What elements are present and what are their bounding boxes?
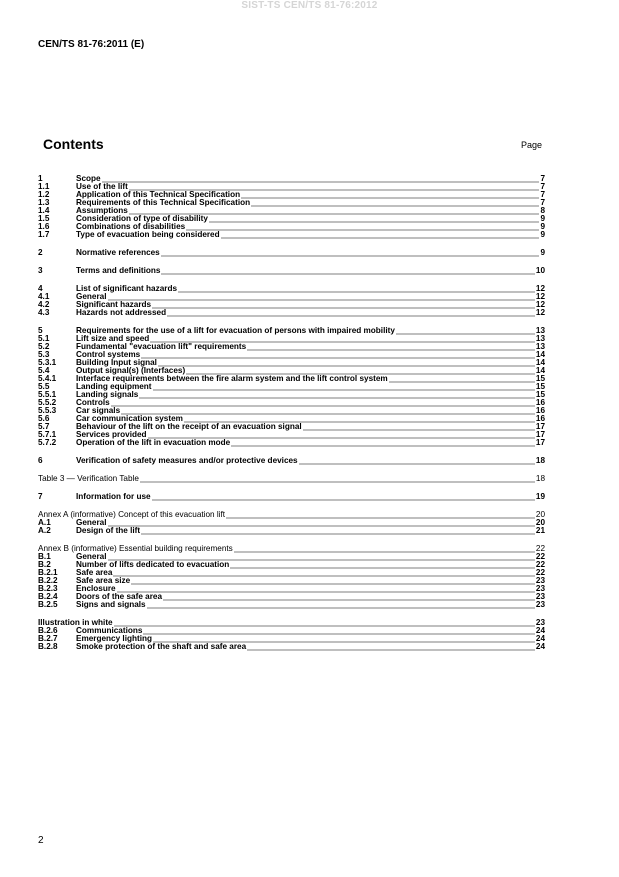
dot-leader <box>158 360 535 367</box>
toc-entry[interactable] <box>38 367 545 375</box>
toc-page: 18 <box>535 457 545 465</box>
toc-number: A.1 <box>38 519 51 527</box>
toc-number: 5.2 <box>38 343 50 351</box>
toc-number: 3 <box>38 267 43 275</box>
dot-leader <box>111 400 535 407</box>
toc-page: 16 <box>535 399 545 407</box>
toc-entry[interactable] <box>38 519 545 527</box>
toc-title: Illustration in white <box>38 619 113 627</box>
toc-title: Services provided <box>76 431 147 439</box>
toc-title: Safe area <box>76 569 113 577</box>
toc-title: Consideration of type of disability <box>76 215 208 223</box>
toc-title: Significant hazards <box>76 301 152 309</box>
dot-leader <box>148 432 535 439</box>
toc-number: 1.4 <box>38 207 50 215</box>
toc-entry[interactable] <box>38 527 545 535</box>
dot-leader <box>230 562 535 569</box>
toc-number: B.2.1 <box>38 569 58 577</box>
toc-number: 1.2 <box>38 191 50 199</box>
dot-leader <box>186 368 535 375</box>
dot-leader <box>129 208 540 215</box>
toc-title: Control systems <box>76 351 141 359</box>
toc-number: A.2 <box>38 527 51 535</box>
toc-page: 22 <box>535 553 545 561</box>
toc-entry[interactable] <box>38 301 545 309</box>
toc-entry[interactable] <box>38 223 545 231</box>
toc-title: Building Input signal <box>76 359 157 367</box>
toc-entry[interactable] <box>38 415 545 423</box>
toc-entry[interactable] <box>38 199 545 207</box>
toc-page: 24 <box>535 627 545 635</box>
dot-leader <box>184 416 535 423</box>
toc-page: 22 <box>535 545 545 553</box>
toc-number: B.2.5 <box>38 601 58 609</box>
toc-entry[interactable] <box>38 327 545 335</box>
toc-title: Car communication system <box>76 415 183 423</box>
toc-number: 5.7 <box>38 423 50 431</box>
toc-entry[interactable] <box>38 383 545 391</box>
toc-page: 24 <box>535 643 545 651</box>
toc-title: Number of lifts dedicated to evacuation <box>76 561 230 569</box>
toc-page: 22 <box>535 561 545 569</box>
toc-page: 9 <box>540 215 545 223</box>
toc-page: 7 <box>540 191 545 199</box>
toc-entry[interactable] <box>38 635 545 643</box>
toc-title: Interface requirements between the fire alarm system and the lift control system <box>76 375 388 383</box>
dot-leader <box>251 200 539 207</box>
toc-title: Output signal(s) (Interfaces) <box>76 367 186 375</box>
dot-leader <box>131 578 535 585</box>
toc-number: 1 <box>38 175 43 183</box>
toc-entry-annex[interactable] <box>38 545 545 553</box>
toc-title: Behaviour of the lift on the receipt of an evacuation signal <box>76 423 302 431</box>
toc-page: 15 <box>535 375 545 383</box>
dot-leader <box>129 184 540 191</box>
toc-page: 13 <box>535 335 545 343</box>
toc-entry[interactable] <box>38 457 545 465</box>
toc-title: General <box>76 519 107 527</box>
toc-page: 12 <box>535 301 545 309</box>
toc-title: Enclosure <box>76 585 116 593</box>
toc-entry-annex[interactable] <box>38 511 545 519</box>
toc-title: Emergency lighting <box>76 635 152 643</box>
dot-leader <box>153 636 535 643</box>
toc-page: 17 <box>535 439 545 447</box>
toc-number: 5.3.1 <box>38 359 57 367</box>
toc-entry[interactable] <box>38 375 545 383</box>
toc-title: Annex B (informative) Essential building requirements <box>38 545 233 553</box>
toc-page: 14 <box>535 367 545 375</box>
toc-entry[interactable] <box>38 231 545 239</box>
toc-entry[interactable] <box>38 423 545 431</box>
toc-entry[interactable] <box>38 207 545 215</box>
toc-page: 12 <box>535 293 545 301</box>
toc-title: Landing equipment <box>76 383 152 391</box>
toc-entry[interactable] <box>38 431 545 439</box>
toc-number: B.2.4 <box>38 593 58 601</box>
toc-title: General <box>76 553 107 561</box>
dot-leader <box>161 268 534 275</box>
toc-number: 1.3 <box>38 199 50 207</box>
toc-title: Doors of the safe area <box>76 593 162 601</box>
dot-leader <box>121 408 535 415</box>
toc-title: Lift size and speed <box>76 335 150 343</box>
toc-number: B.2.3 <box>38 585 58 593</box>
toc-number: 4 <box>38 285 43 293</box>
dot-leader <box>114 620 535 627</box>
dot-leader <box>102 176 540 183</box>
toc-page: 18 <box>535 475 545 483</box>
toc-page: 14 <box>535 351 545 359</box>
toc-entry[interactable] <box>38 359 545 367</box>
toc-page: 7 <box>540 175 545 183</box>
dot-leader <box>113 570 534 577</box>
toc-page: 7 <box>540 199 545 207</box>
toc-number: 5.7.2 <box>38 439 57 447</box>
toc-number: 7 <box>38 493 43 501</box>
toc-title: Hazards not addressed <box>76 309 167 317</box>
dot-leader <box>147 602 535 609</box>
toc-page: 10 <box>535 267 545 275</box>
toc-title: Design of the lift <box>76 527 141 535</box>
toc-page: 24 <box>535 635 545 643</box>
toc-page: 14 <box>535 359 545 367</box>
toc-number: 4.1 <box>38 293 50 301</box>
toc-entry[interactable] <box>38 553 545 561</box>
toc-number: 1.7 <box>38 231 50 239</box>
dot-leader <box>140 476 535 483</box>
toc-number: 2 <box>38 249 43 257</box>
toc-number: 5.4 <box>38 367 50 375</box>
toc-page: 13 <box>535 327 545 335</box>
toc-title: Scope <box>76 175 101 183</box>
toc-number: 5.1 <box>38 335 50 343</box>
toc-entry[interactable] <box>38 399 545 407</box>
toc-number: 1.6 <box>38 223 50 231</box>
toc-page: 17 <box>535 431 545 439</box>
toc-page: 22 <box>535 569 545 577</box>
dot-leader <box>152 302 535 309</box>
dot-leader <box>186 224 539 231</box>
toc-title: Verification of safety measures and/or protective devices <box>76 457 298 465</box>
dot-leader <box>209 216 540 223</box>
dot-leader <box>396 328 535 335</box>
dot-leader <box>231 440 535 447</box>
toc-page: 20 <box>535 511 545 519</box>
toc-title: Normative references <box>76 249 160 257</box>
toc-page: 23 <box>535 601 545 609</box>
toc-entry[interactable] <box>38 351 545 359</box>
toc-entry[interactable] <box>38 585 545 593</box>
dot-leader <box>153 384 535 391</box>
toc-page: 13 <box>535 343 545 351</box>
toc-title: Landing signals <box>76 391 139 399</box>
toc-number: 5.6 <box>38 415 50 423</box>
dot-leader <box>139 392 535 399</box>
toc-number: 5.5.1 <box>38 391 57 399</box>
toc-entry[interactable] <box>38 293 545 301</box>
dot-leader <box>178 286 535 293</box>
toc-number: B.1 <box>38 553 51 561</box>
toc-entry[interactable] <box>38 493 545 501</box>
toc-page: 16 <box>535 415 545 423</box>
toc-entry[interactable] <box>38 175 545 183</box>
dot-leader <box>221 232 540 239</box>
toc-page: 23 <box>535 585 545 593</box>
toc-title: Requirements for the use of a lift for evacuation of persons with impaired mobility <box>76 327 395 335</box>
dot-leader <box>141 352 535 359</box>
toc-entry[interactable] <box>38 309 545 317</box>
toc-number: 5.5.3 <box>38 407 57 415</box>
page-column-label: Page <box>521 140 543 150</box>
toc-entry[interactable] <box>38 249 545 257</box>
toc-title: Smoke protection of the shaft and safe area <box>76 643 247 651</box>
toc-entry[interactable] <box>38 627 545 635</box>
toc-title: Information for use <box>76 493 151 501</box>
dot-leader <box>143 628 534 635</box>
toc-page: 17 <box>535 423 545 431</box>
toc-number: 5.5 <box>38 383 50 391</box>
dot-leader <box>389 376 535 383</box>
dot-leader <box>117 586 535 593</box>
toc-entry[interactable] <box>38 439 545 447</box>
dot-leader <box>167 310 535 317</box>
toc-title: Safe area size <box>76 577 131 585</box>
toc-title: Use of the lift <box>76 183 128 191</box>
toc-entry[interactable] <box>38 285 545 293</box>
toc-entry[interactable] <box>38 391 545 399</box>
dot-leader <box>163 594 535 601</box>
dot-leader <box>150 336 535 343</box>
toc-number: 5.4.1 <box>38 375 57 383</box>
toc-title: Signs and signals <box>76 601 146 609</box>
toc-number: 1.1 <box>38 183 50 191</box>
toc-title: Annex A (informative) Concept of this evacuation lift <box>38 511 226 519</box>
toc-page: 12 <box>535 285 545 293</box>
toc-title: Requirements of this Technical Specification <box>76 199 251 207</box>
toc-title: Combinations of disabilities <box>76 223 186 231</box>
dot-leader <box>299 458 535 465</box>
toc-number: 6 <box>38 457 43 465</box>
dot-leader <box>108 554 535 561</box>
dot-leader <box>152 494 535 501</box>
toc-number: 5.3 <box>38 351 50 359</box>
toc-page: 9 <box>540 231 545 239</box>
toc-number: 5 <box>38 327 43 335</box>
toc-title: Operation of the lift in evacuation mode <box>76 439 231 447</box>
toc-number: 5.7.1 <box>38 431 57 439</box>
contents-heading: Contents <box>43 136 104 152</box>
toc-page: 8 <box>540 207 545 215</box>
toc-number: 4.3 <box>38 309 50 317</box>
toc-entry[interactable] <box>38 267 545 275</box>
toc-number: B.2.2 <box>38 577 58 585</box>
toc-page: 21 <box>535 527 545 535</box>
dot-leader <box>161 250 540 257</box>
toc-page: 19 <box>535 493 545 501</box>
toc-title: Terms and definitions <box>76 267 161 275</box>
toc-page: 23 <box>535 593 545 601</box>
dot-leader <box>241 192 539 199</box>
toc-entry[interactable] <box>38 343 545 351</box>
toc-entry[interactable] <box>38 577 545 585</box>
toc-page: 20 <box>535 519 545 527</box>
toc-title: Application of this Technical Specification <box>76 191 241 199</box>
toc-entry[interactable] <box>38 601 545 609</box>
dot-leader <box>226 512 535 519</box>
toc-page: 9 <box>540 249 545 257</box>
toc-entry[interactable] <box>38 191 545 199</box>
toc-page: 16 <box>535 407 545 415</box>
toc-entry[interactable] <box>38 183 545 191</box>
toc-title: List of significant hazards <box>76 285 177 293</box>
toc-title: Type of evacuation being considered <box>76 231 220 239</box>
toc-number: 1.5 <box>38 215 50 223</box>
toc-entry-table[interactable] <box>38 475 545 483</box>
dot-leader <box>247 644 535 651</box>
toc-number: B.2.8 <box>38 643 58 651</box>
dot-leader <box>141 528 535 535</box>
toc-number: B.2.7 <box>38 635 58 643</box>
dot-leader <box>303 424 535 431</box>
toc-number: 4.2 <box>38 301 50 309</box>
toc-entry[interactable] <box>38 407 545 415</box>
table-of-contents <box>38 175 545 651</box>
page-number: 2 <box>38 835 44 846</box>
toc-entry[interactable] <box>38 215 545 223</box>
toc-title: Controls <box>76 399 110 407</box>
toc-number: 5.5.2 <box>38 399 57 407</box>
dot-leader <box>108 520 535 527</box>
toc-page: 15 <box>535 391 545 399</box>
toc-title: Car signals <box>76 407 121 415</box>
toc-title: Assumptions <box>76 207 128 215</box>
toc-title: Communications <box>76 627 143 635</box>
toc-page: 12 <box>535 309 545 317</box>
toc-entry[interactable] <box>38 561 545 569</box>
toc-entry[interactable] <box>38 643 545 651</box>
toc-entry[interactable] <box>38 569 545 577</box>
toc-entry-illustration[interactable] <box>38 619 545 627</box>
toc-page: 23 <box>535 619 545 627</box>
toc-page: 9 <box>540 223 545 231</box>
toc-entry[interactable] <box>38 593 545 601</box>
toc-entry[interactable] <box>38 335 545 343</box>
watermark: SIST-TS CEN/TS 81-76:2012 <box>241 0 378 11</box>
toc-page: 23 <box>535 577 545 585</box>
toc-title: Fundamental "evacuation lift" requirements <box>76 343 247 351</box>
toc-number: B.2 <box>38 561 51 569</box>
toc-page: 7 <box>540 183 545 191</box>
dot-leader <box>234 546 535 553</box>
dot-leader <box>108 294 535 301</box>
document-id: CEN/TS 81-76:2011 (E) <box>38 39 145 50</box>
toc-number: B.2.6 <box>38 627 58 635</box>
dot-leader <box>247 344 535 351</box>
toc-page: 15 <box>535 383 545 391</box>
toc-title: Table 3 — Verification Table <box>38 475 139 483</box>
toc-title: General <box>76 293 107 301</box>
